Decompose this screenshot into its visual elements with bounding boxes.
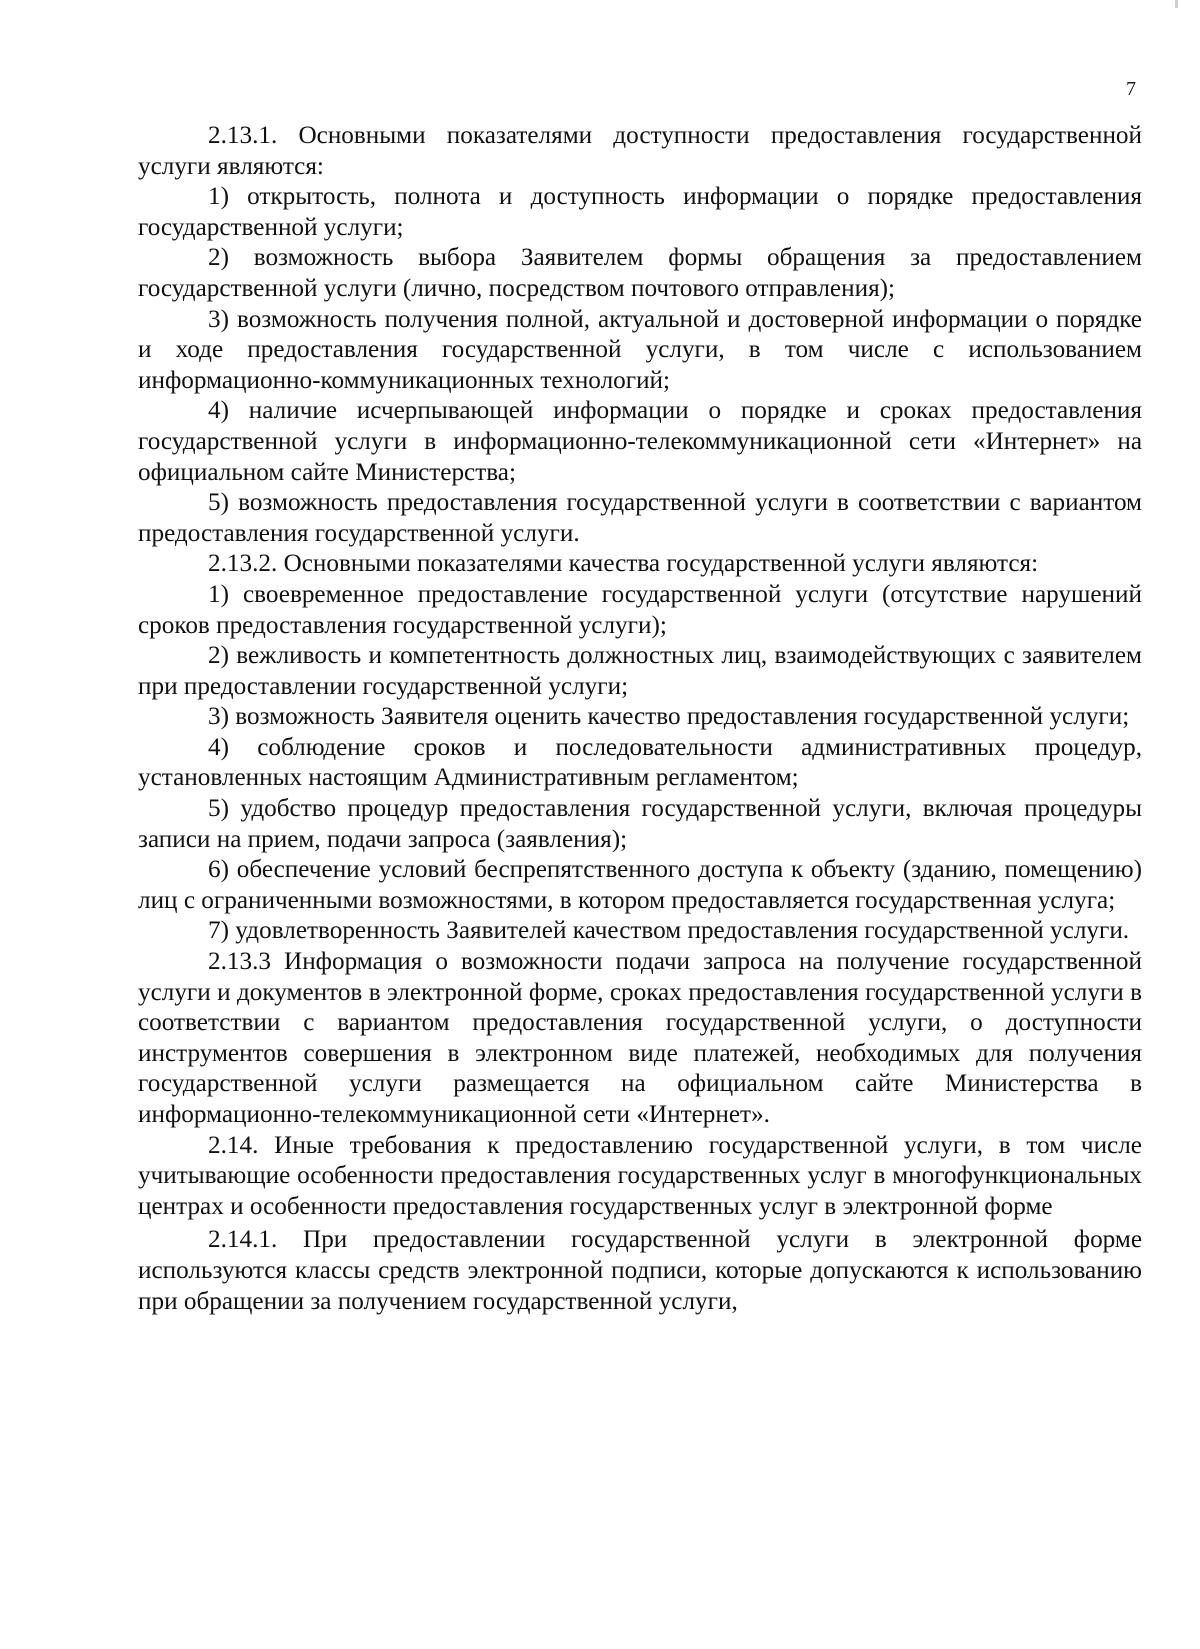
list-item-quality-3: 3) возможность Заявителя оценить качество предоставления государственной услуги;: [208, 703, 1130, 731]
list-item-accessibility-5: 5) возможность предоставления государственной услуги в соответствии с вариантом предоставления государственной услуги.: [138, 489, 1142, 547]
list-item-accessibility-1: 1) открытость, полнота и доступность информации о порядке предоставления государственной услуги;: [138, 183, 1142, 241]
scan-edge-mark: [1175, 0, 1178, 8]
paragraph-2-13-3: 2.13.3 Информация о возможности подачи запроса на получение государственной услуги и документов в электронной форме, сроках предоставления государственной услуги в соответствии с вариантом предоставления государственной услуги, о доступности инструментов совершения в электронном виде платежей, необходимых для получения государственной услуги размещается на официальном сайте Министерства в информационно-телекоммуникационной сети «Интернет».: [138, 948, 1142, 1128]
document-body: [138, 121, 1142, 1317]
list-item-quality-4: 4) соблюдение сроков и последовательности административных процедур, установленных настоящим Административным регламентом;: [138, 733, 1142, 792]
list-item-accessibility-3: 3) возможность получения полной, актуальной и достоверной информации о порядке и ходе предоставления государственной услуги, в том числе с использованием информационно-коммуникационных технологий;: [138, 305, 1142, 394]
paragraph-2-13-1: 2.13.1. Основными показателями доступности предоставления государственной услуги являются:: [138, 122, 1142, 180]
page-number: 7: [1126, 78, 1136, 100]
paragraph-2-13-2: 2.13.2. Основными показателями качества государственной услуги являются:: [208, 550, 1039, 578]
list-item-quality-2: 2) вежливость и компетентность должностных лиц, взаимодействующих с заявителем при предоставлении государственной услуги;: [138, 642, 1142, 700]
list-item-accessibility-2: 2) возможность выбора Заявителем формы обращения за предоставлением государственной услуги (лично, посредством почтового отправления);: [138, 244, 1142, 302]
list-item-quality-7: 7) удовлетворенность Заявителей качеством предоставления государственной услуги.: [208, 917, 1130, 945]
list-item-quality-1: 1) своевременное предоставление государственной услуги (отсутствие нарушений сроков предоставления государственной услуги);: [138, 580, 1142, 639]
paragraph-2-14-1: 2.14.1. При предоставлении государственной услуги в электронной форме используются классы средств электронной подписи, которые допускаются к использованию при обращении за получением государственной услуги,: [138, 1226, 1142, 1315]
list-item-quality-6: 6) обеспечение условий беспрепятственного доступа к объекту (зданию, помещению) лиц с ограниченными возможностями, в котором предоставляется государственная услуга;: [138, 856, 1142, 914]
paragraph-2-14: 2.14. Иные требования к предоставлению государственной услуги, в том числе учитывающие особенности предоставления государственных услуг в многофункциональных центрах и особенности предоставления государственных услуг в электронной форме: [138, 1131, 1142, 1220]
list-item-quality-5: 5) удобство процедур предоставления государственной услуги, включая процедуры записи на прием, подачи запроса (заявления);: [138, 795, 1142, 853]
list-item-accessibility-4: 4) наличие исчерпывающей информации о порядке и сроках предоставления государственной услуги в информационно-телекоммуникационной сети «Интернет» на официальном сайте Министерства;: [138, 397, 1142, 486]
